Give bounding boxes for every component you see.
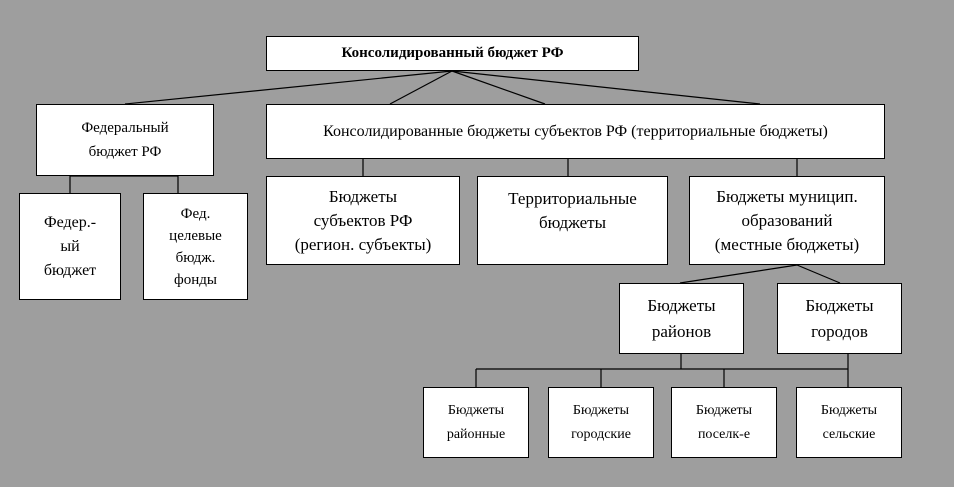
subjects-consolidated-node: Консолидированные бюджеты субъектов РФ (территориальные бюджеты) bbox=[266, 104, 885, 159]
federal-budget-node: Федеральный бюджет РФ bbox=[36, 104, 214, 176]
leaf-city-node: Бюджеты городские bbox=[548, 387, 654, 458]
root-node: Консолидированный бюджет РФ bbox=[266, 36, 639, 71]
connector-municipal-cities bbox=[797, 265, 840, 283]
city-budgets-node: Бюджеты городов bbox=[777, 283, 902, 354]
regional-budgets-node: Бюджеты субъектов РФ (регион. субъекты) bbox=[266, 176, 460, 265]
connector-root-federal bbox=[125, 71, 452, 104]
municipal-budgets-node: Бюджеты муницип. образований (местные бюджеты) bbox=[689, 176, 885, 265]
connector-federal-children bbox=[70, 176, 178, 193]
district-budgets-node: Бюджеты районов bbox=[619, 283, 744, 354]
leaf-district-node: Бюджеты районные bbox=[423, 387, 529, 458]
leaf-rural-node: Бюджеты сельские bbox=[796, 387, 902, 458]
territorial-budgets-node: Территориальные бюджеты bbox=[477, 176, 668, 265]
federal-own-budget-node: Федер.- ый бюджет bbox=[19, 193, 121, 300]
federal-funds-node: Фед. целевые бюдж. фонды bbox=[143, 193, 248, 300]
connector-municipal-districts bbox=[680, 265, 797, 283]
leaf-settlement-node: Бюджеты поселк-е bbox=[671, 387, 777, 458]
